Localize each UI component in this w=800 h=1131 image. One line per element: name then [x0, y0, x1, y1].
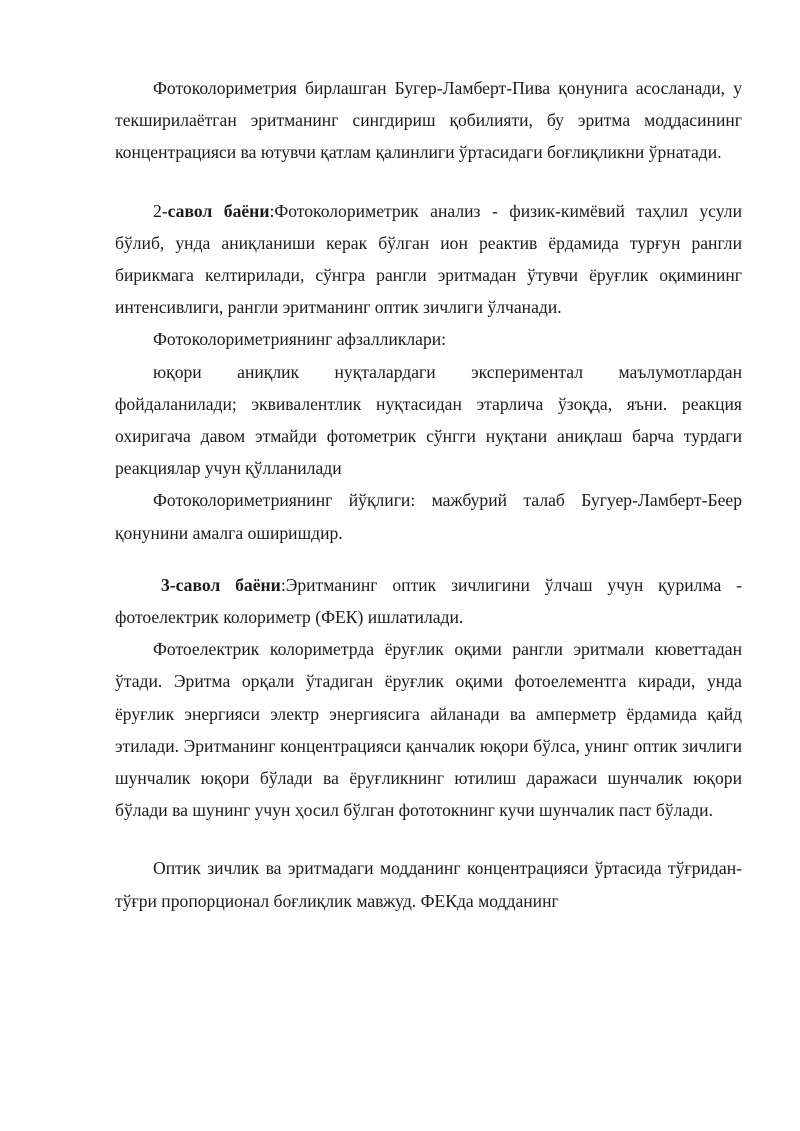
paragraph-optical-density: Оптик зичлик ва эритмадаги модданинг концентрацияси ўртасида тўғридан-тўғри пропорционал боғлиқлик мавжуд. ФЕКда модданинг — [115, 858, 742, 911]
question-2-text: :Фотоколориметрик анализ - физик-кимёвий таҳлил усули бўлиб, унда аниқланиши керак бўлган ион реактив ёрдамида турғун рангли бирикмага келтирилади, сўнгра рангли эритмадан ўтувчи ёруғлик оқимининг интенсивлиги, рангли эритманинг оптик зичлиги ўлчанади. — [115, 200, 742, 318]
question-2-number: 2- — [153, 200, 168, 221]
paragraph-question-2 — [115, 195, 742, 324]
spacer — [115, 826, 742, 852]
question-3-text: :Эритманинг оптик зичлигини ўлчаш учун қурилма - фотоелектрик колориметр (ФЕК) ишлатилади. — [115, 574, 742, 628]
paragraph-advantages-heading: Фотоколориметриянинг афзалликлари: — [153, 329, 447, 350]
paragraph-disadvantages: Фотоколориметриянинг йўқлиги: мажбурий талаб Бугуер-Ламберт-Беер қонунини амалга оширишдир. — [115, 490, 742, 543]
paragraph-photocolorimetry-law: Фотоколориметрия бирлашган Бугер-Ламберт-Пива қонунига асосланади, у текширилаётган эритманинг сингдириш қобилияти, бу эритма моддасининг концентрацияси ва ютувчи қатлам қалинлиги ўртасидаги боғлиқликни ўрнатади. — [115, 78, 742, 163]
paragraph-question-3 — [115, 569, 742, 633]
paragraph-colorimeter-operation: Фотоелектрик колориметрда ёруғлик оқими рангли эритмали кюветтадан ўтади. Эритма орқали ўтадиган ёруғлик оқими фотоелементга киради, унда ёруғлик энергияси электр энергиясига айланади ва амперметр ёрдамида қайд этилади. Эритманинг концентрацияси қанчалик юқори бўлса, унинг оптик зичлиги шунчалик юқори бўлади ва ёруғликнинг ютилиш даражаси шунчалик юқори бўлади ва шунинг учун ҳосил бўлган фототокнинг кучи шунчалик паст бўлади. — [115, 639, 742, 821]
document-page — [115, 72, 742, 917]
question-3-heading: 3-савол баёни — [161, 574, 281, 595]
question-2-heading: савол баёни — [167, 200, 270, 221]
spacer — [115, 549, 742, 569]
paragraph-advantages-list: юқори аниқлик нуқталардаги экспериментал маълумотлардан фойдаланилади; эквивалентлик нуқтасидан этарлича ўзоқда, яъни. реакция охиригача давом этмайди фотометрик сўнгги нуқтани аниқлаш барча турдаги реакциялар учун қўлланилади — [115, 361, 742, 479]
spacer — [115, 169, 742, 195]
